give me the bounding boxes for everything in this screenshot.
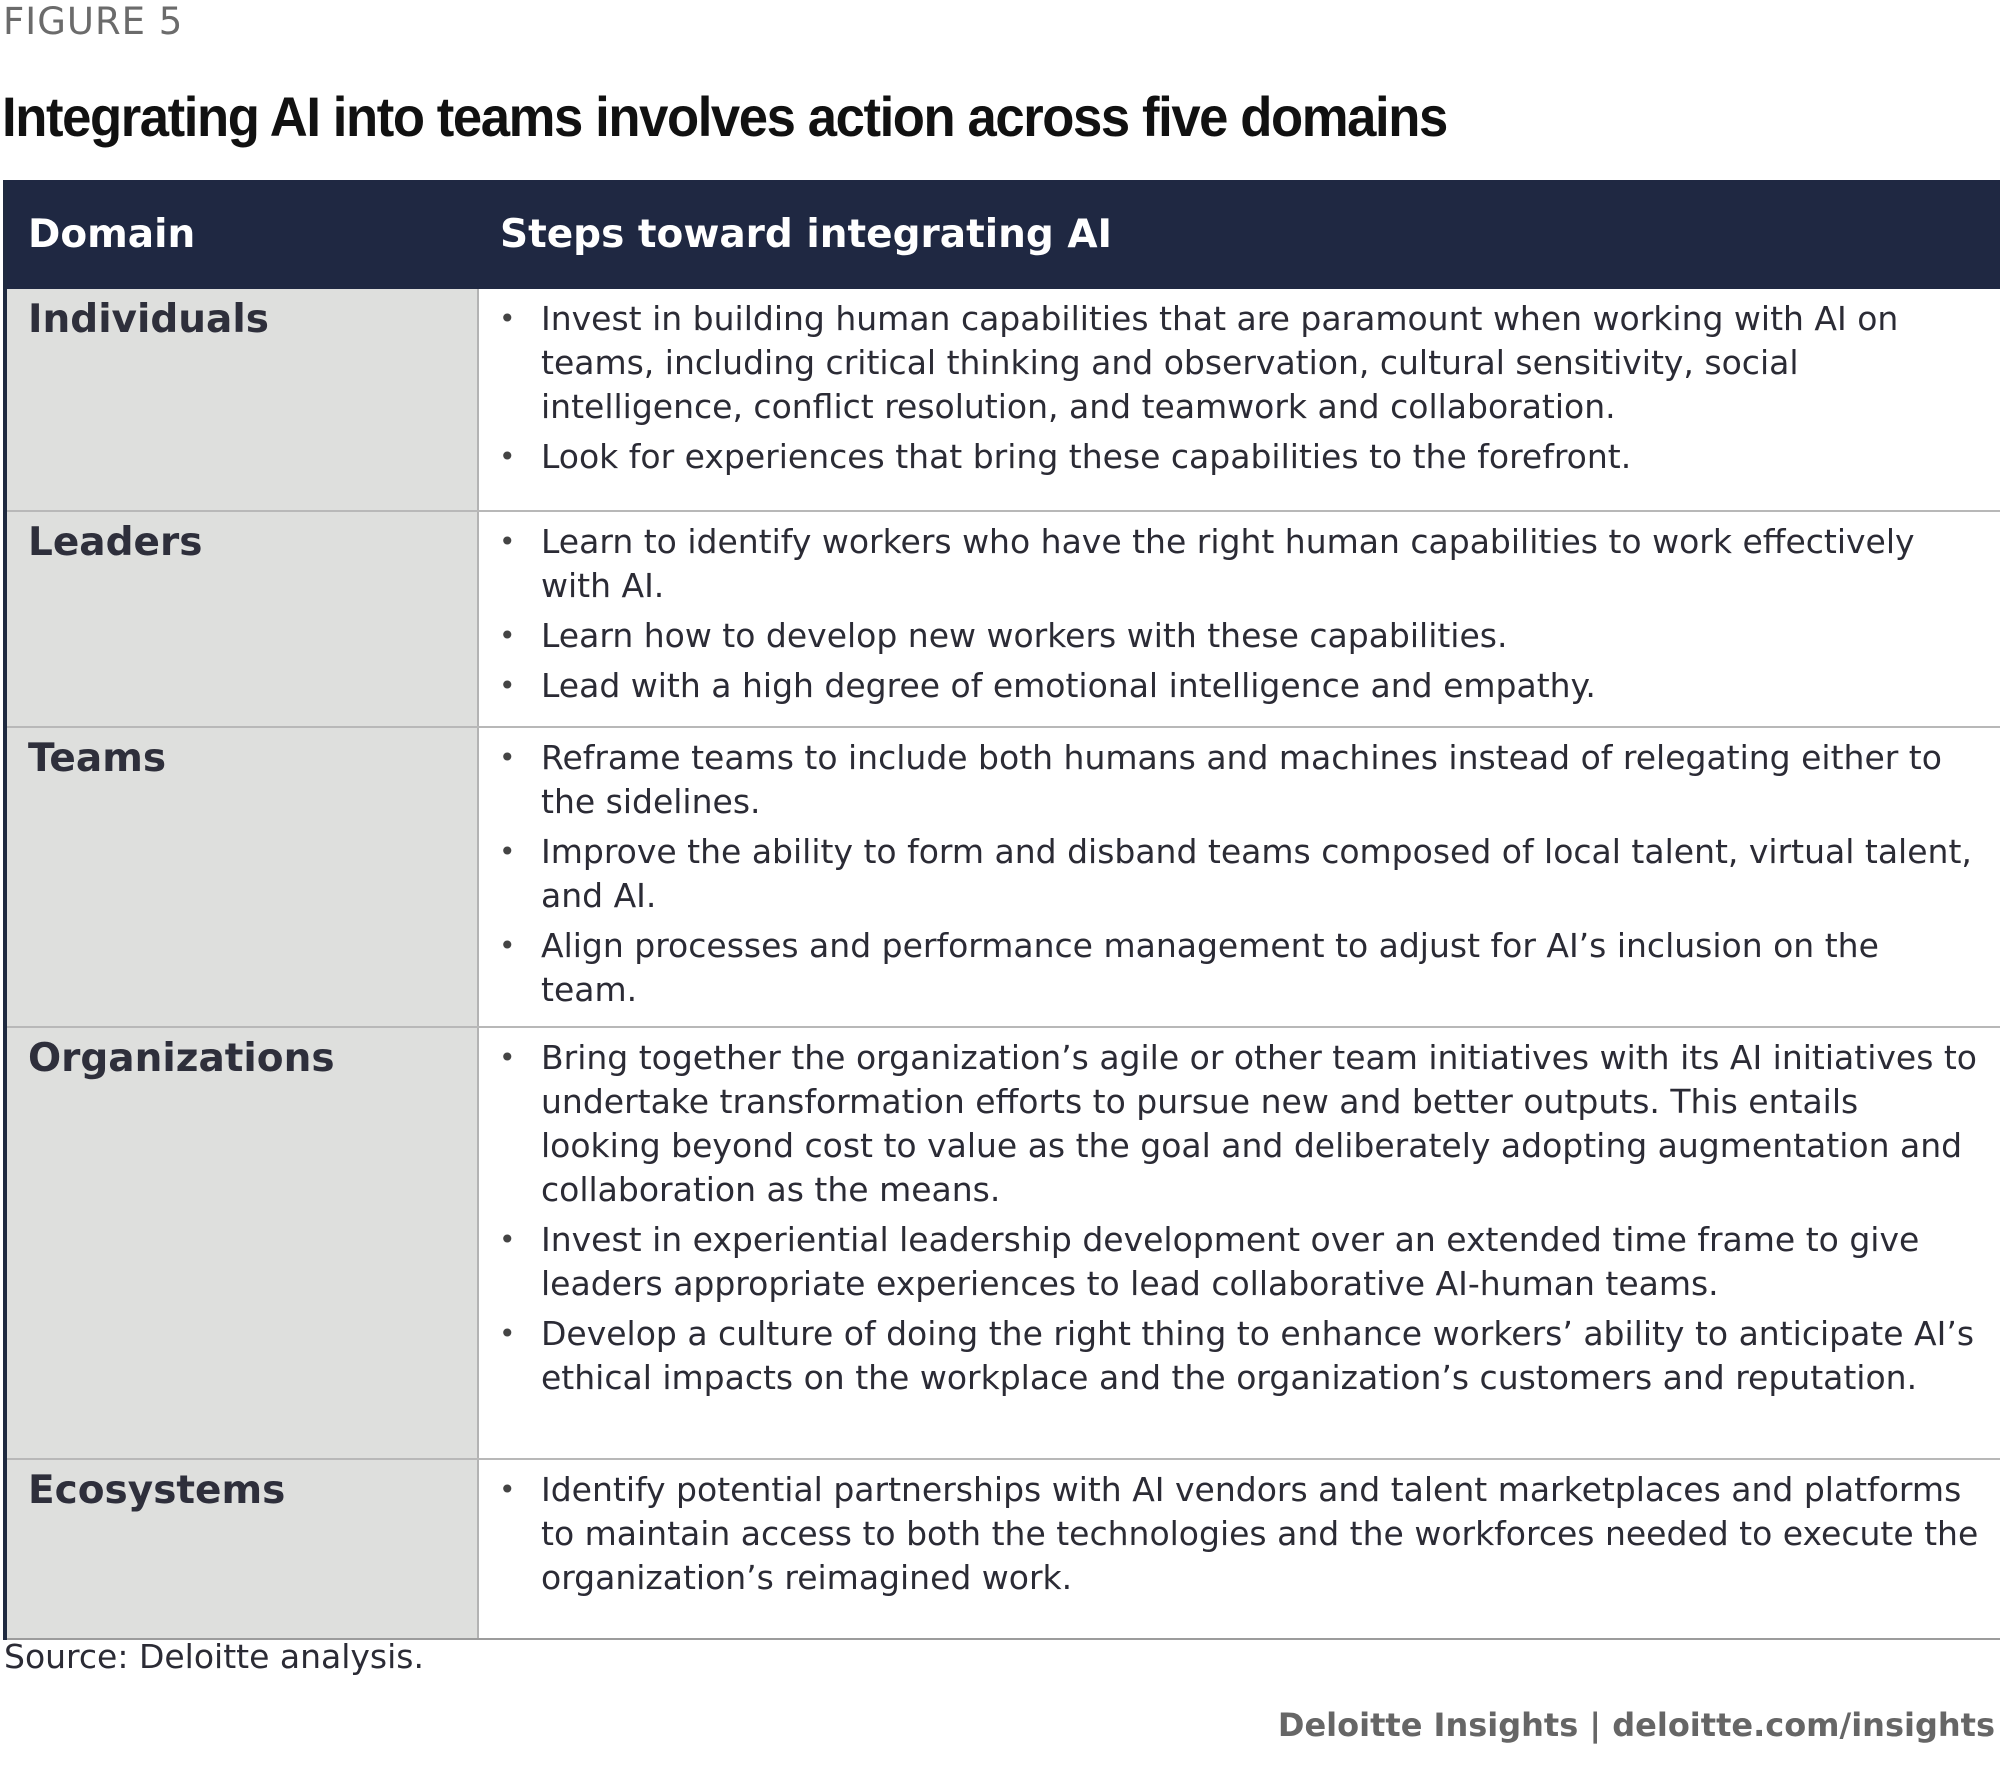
list-item: • Look for experiences that bring these capabilities to the forefront. (499, 435, 1981, 479)
list-item: • Align processes and performance management to adjust for AI’s inclusion on the team. (499, 924, 1981, 1012)
list-item: • Learn to identify workers who have the right human capabilities to work effectively with AI. (499, 520, 1981, 608)
steps-list (499, 520, 1981, 708)
table-row (7, 289, 2000, 512)
steps-cell (479, 512, 2000, 726)
domain-teams: Teams (7, 728, 479, 1026)
table-header (7, 180, 2000, 289)
list-item: • Lead with a high degree of emotional intelligence and empathy. (499, 664, 1981, 708)
steps-list (499, 1468, 1981, 1600)
list-item: • Invest in experiential leadership development over an extended time frame to give leaders appropriate experiences to lead collaborative AI-human teams. (499, 1218, 1981, 1306)
list-item: • Improve the ability to form and disband teams composed of local talent, virtual talent, and AI. (499, 830, 1981, 918)
figure-title: Integrating AI into teams involves action across five domains (2, 85, 1447, 148)
domain-organizations: Organizations (7, 1028, 479, 1458)
steps-cell (479, 289, 2000, 510)
footer-credit: Deloitte Insights | deloitte.com/insights (1277, 1706, 1995, 1744)
list-item: • Invest in building human capabilities that are paramount when working with AI on teams, including critical thinking and observation, cultural sensitivity, social intelligence, conflict resolution, and teamwork and collaboration. (499, 297, 1981, 429)
steps-cell (479, 1460, 2000, 1638)
table-row (7, 1460, 2000, 1640)
list-item: • Bring together the organization’s agile or other team initiatives with its AI initiatives to undertake transformation efforts to pursue new and better outputs. This entails looking beyond cost to value as the goal and deliberately adopting augmentation and collaboration as the means. (499, 1036, 1981, 1212)
list-item: • Reframe teams to include both humans and machines instead of relegating either to the sidelines. (499, 736, 1981, 824)
steps-cell (479, 1028, 2000, 1458)
steps-list (499, 736, 1981, 1012)
table-row (7, 512, 2000, 728)
domain-leaders: Leaders (7, 512, 479, 726)
header-steps: Steps toward integrating AI (500, 212, 1113, 257)
list-item: • Identify potential partnerships with AI vendors and talent marketplaces and platforms to maintain access to both the technologies and the workforces needed to execute the organization’s reimagined work. (499, 1468, 1981, 1600)
list-item: • Learn how to develop new workers with these capabilities. (499, 614, 1981, 658)
steps-cell (479, 728, 2000, 1026)
figure-label: FIGURE 5 (3, 0, 184, 43)
domain-ecosystems: Ecosystems (7, 1460, 479, 1638)
header-domain: Domain (28, 212, 196, 257)
table-row (7, 728, 2000, 1028)
steps-list (499, 1036, 1981, 1400)
domain-individuals: Individuals (7, 289, 479, 510)
source-note: Source: Deloitte analysis. (4, 1637, 424, 1676)
list-item: • Develop a culture of doing the right thing to enhance workers’ ability to anticipate AI’s ethical impacts on the workplace and the organization’s customers and reputation. (499, 1312, 1981, 1400)
steps-list (499, 297, 1981, 479)
domains-table (3, 180, 2000, 1640)
table-row (7, 1028, 2000, 1460)
